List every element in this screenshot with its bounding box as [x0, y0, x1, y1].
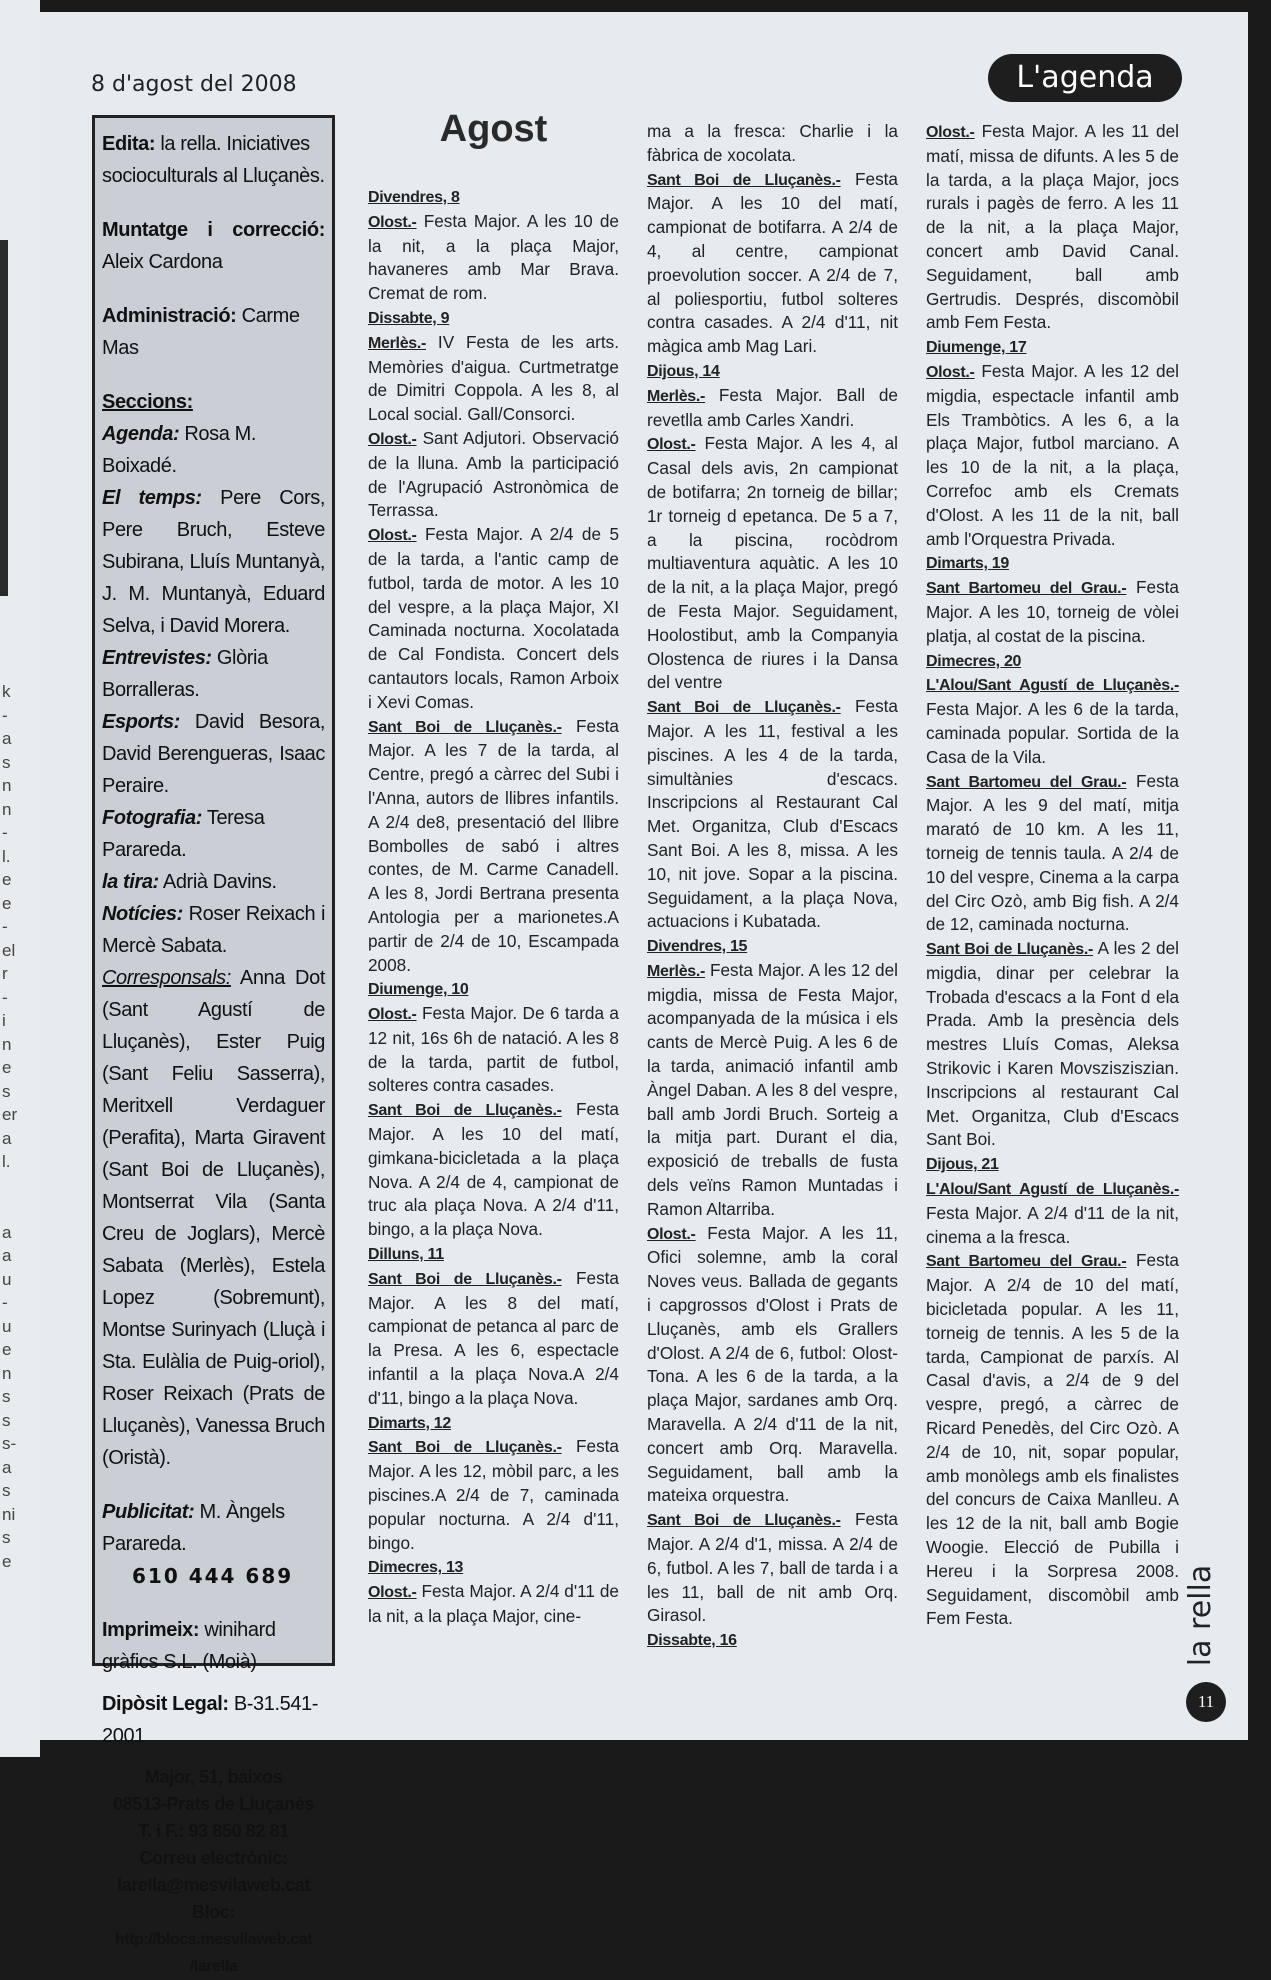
town-label: Olost.- [368, 527, 417, 545]
strip-fragment [2, 1174, 32, 1198]
entry-text: Festa Major. A les 7 de la tarda, al Centre, pregó a càrrec del Subi i l'Anna, autors de llibres infantils. A 2/4 de8, presentació del llibre Bombolles de sabó i altres contes, de M. Carme Canadell. A les 8, Jordi Bertrana presenta Antologia per a marionetes.A partir de 2/4 de 10, Escampada 2008. [368, 715, 619, 975]
strip-fragment: l. [2, 846, 11, 866]
strip-fragment: er [2, 1105, 18, 1124]
entry-text: Festa Major. A les 10 del matí, gimkana-bicicletada a la plaça Nova. A 2/4 de 4, campionat de truc ala plaça Nova. A 2/4 d'11, bingo, a la plaça Nova. [368, 1099, 619, 1240]
diposit-line: Dipòsit Legal: B-31.541-2001 [102, 1693, 319, 1747]
town-label: Sant Bartomeu del Grau.- [926, 773, 1127, 791]
blog-label: Bloc: [191, 1902, 235, 1922]
strip-fragment: e [2, 1058, 12, 1077]
agenda-entry [368, 715, 619, 978]
day-heading [368, 185, 619, 210]
entry-text: Festa Major. A les 10 del matí, campionat de botifarra. A 2/4 de 4, al centre, campionat proevolution soccer. A 2/4 de 7, al poliesportiu, futbol solteres contra casades. A 2/4 d'11, nit màgica amb Mag Lari. [647, 168, 898, 357]
town-label: Sant Boi de Lluçanès.- [368, 1439, 562, 1457]
day-label: Dimarts, 19 [926, 555, 1009, 573]
agenda-entry [368, 1580, 619, 1629]
town-label: Olost.- [368, 430, 417, 448]
agenda-entry [368, 1002, 619, 1098]
day-label: Diumenge, 17 [926, 339, 1027, 357]
strip-fragment: e [2, 1551, 12, 1571]
entry-text: Festa Major. A les 11, Ofici solemne, amb la coral Noves veus. Ballada de gegants i capgrossos d'Olost i Prats de Lluçanès, amb els Grallers d'Olost. A 2/4 de 6, futbol: Olost-Tona. A les 6 de la tarda, a la plaça Major, sardanes amb Orq. Maravella. A 2/4 d'11 de la nit, concert amb Orq. Maravella. Seguidament, ball amb la mateixa orquestra. [647, 1222, 898, 1506]
agenda-entry [368, 523, 619, 714]
temps-line: El temps: Pere Cors, Pere Bruch, Esteve Subirana, Lluís Muntanyà, J. M. Muntanyà, Eduard Selva, i David Morera. [102, 487, 325, 637]
entry-text: Festa Major. A les 10, torneig de vòlei platja, al costat de la piscina. [926, 577, 1179, 646]
agenda-entry [647, 432, 898, 695]
strip-fragment: s [2, 1410, 11, 1430]
entry-text: Festa Major. A 2/4 d'11 de la nit, a la plaça Major, cine- [368, 1581, 619, 1627]
town-label: Merlès.- [368, 334, 427, 352]
town-label: Merlès.- [647, 387, 706, 405]
phone-number: 610 444 689 [132, 1564, 294, 1588]
strip-fragment: - [2, 1293, 8, 1312]
entry-text: Festa Major. De 6 tarda a 12 nit, 16s 6h de natació. A les 8 de la tarda, partit de futbol, solteres contra casades. [368, 1003, 619, 1096]
strip-fragment: - [2, 823, 8, 842]
day-label: Dimecres, 20 [926, 652, 1022, 670]
town-label: Olost.- [368, 213, 417, 231]
day-heading [368, 1555, 619, 1580]
page-number: 11 [1186, 1682, 1226, 1722]
day-heading [926, 1152, 1179, 1177]
strip-fragment: a [2, 1128, 12, 1148]
administracio-line: Administració: Carme Mas [102, 305, 300, 359]
agenda-entry [926, 937, 1179, 1152]
noticies-line: Notícies: Roser Reixach i Mercè Sabata. [102, 903, 325, 957]
strip-fragment: n [2, 776, 12, 795]
town-label: Olost.- [926, 124, 975, 141]
day-heading [647, 359, 898, 384]
strip-fragment: s- [2, 1434, 17, 1453]
strip-fragment: ni [2, 1504, 16, 1524]
town-label: Olost.- [368, 1006, 417, 1024]
magazine-name-vertical: la rella [1183, 1564, 1219, 1667]
muntatge-line: Muntatge i correcció: Aleix Cardona [102, 219, 325, 273]
entry-text: Festa Major. A les 4, al Casal dels avis, 2n campionat de botifarra; 2n torneig de billar; 1r torneig d epetanca. De 5 a 7, a la piscina, rocòdrom multiaventura aquàtic. A les 10 de la nit, a la plaça Major, pregó de Festa Major. Seguidament, Hoolostibut, amb la Companyia Olostenca de riures i la Dansa del ventre [647, 433, 898, 693]
strip-fragment: l. [2, 1152, 11, 1171]
issue-date: 8 d'agost del 2008 [91, 72, 297, 97]
edita-line: Edita: la rella. Iniciatives socioculturals al Lluçanès. [102, 133, 325, 187]
agenda-entry [647, 168, 898, 359]
strip-fragment: a [2, 1222, 12, 1242]
entry-text: Festa Major. A les 12 del migdia, espectacle infantil amb Els Trambòtics. A les 6, a la plaça Major, futbol marciano. A les 10 de la nit, a la plaça, Correfoc amb els Cremats d'Olost. A les 11 de la nit, ball amb l'Orquestra Privada. [926, 360, 1179, 549]
section-title-badge: L'agenda [988, 54, 1182, 102]
agenda-entry [926, 576, 1179, 648]
address-line-1: Major, 51, baixos [144, 1767, 283, 1787]
agenda-entry [368, 427, 619, 523]
town-label: Sant Boi de Lluçanès.- [647, 1512, 841, 1530]
day-label: Dijous, 14 [647, 362, 720, 380]
agenda-entry [368, 1098, 619, 1242]
agenda-entry [647, 120, 898, 168]
day-label: Divendres, 15 [647, 938, 748, 956]
entry-text: Festa Major. A les 8 del matí, campionat de petanca al parc de la Presa. A les 6, espectacle infantil a la plaça Nova.A 2/4 d'11, bingo a la plaça Nova. [368, 1267, 619, 1408]
email-address: larella@mesvilaweb.cat [117, 1875, 310, 1895]
agenda-entry [926, 120, 1179, 335]
strip-fragment: u [2, 1269, 12, 1289]
agenda-column-2 [647, 120, 898, 1653]
agenda-entry [647, 695, 898, 934]
agenda-entry [926, 360, 1179, 551]
day-heading [368, 1411, 619, 1436]
esports-line: Esports: David Besora, David Berengueras, Isaac Peraire. [102, 711, 325, 797]
strip-fragment: e [2, 893, 12, 913]
strip-fragment: n [2, 1363, 12, 1383]
entry-text: Festa Major. A les 6 de la tarda, caminada popular. Sortida de la Casa de la Vila. [926, 699, 1179, 767]
fotografia-line: Fotografia: Teresa Parareda. [102, 807, 265, 861]
day-heading [926, 335, 1179, 360]
entry-text: Festa Major. A 2/4 d'1, missa. A 2/4 de 6, futbol. A les 7, ball de tarda i a les 11, ball de nit amb Orq. Girasol. [647, 1509, 898, 1626]
day-label: Dimarts, 12 [368, 1414, 451, 1432]
strip-fragment: s [2, 1387, 11, 1406]
agenda-entry [926, 1249, 1179, 1631]
strip-fragment: s [2, 1481, 11, 1500]
strip-fragment: r [2, 964, 8, 983]
strip-fragment: el [2, 940, 16, 960]
strip-fragment: u [2, 1316, 12, 1336]
imprimeix-line: Imprimeix: winihard gràfics S.L. (Moià) [102, 1619, 276, 1673]
entry-text: IV Festa de les arts. Memòries d'aigua. Curtmetratge de Dimitri Coppola. A les 8, al Local social. Gall/Consorci. [368, 331, 619, 425]
day-label: Diumenge, 10 [368, 981, 469, 999]
address-line-2: 08513-Prats de Lluçanès [113, 1794, 314, 1814]
town-label: Sant Boi de Lluçanès.- [926, 941, 1094, 959]
day-heading [368, 1242, 619, 1267]
strip-fragment: n [2, 799, 12, 819]
blog-url-2: /larella [189, 1958, 238, 1975]
agenda-column-3 [926, 120, 1179, 1631]
town-label: Sant Boi de Lluçanès.- [368, 1270, 562, 1288]
town-label: Sant Boi de Lluçanès.- [647, 171, 841, 189]
magazine-page [40, 12, 1248, 1975]
agenda-entry [926, 770, 1179, 938]
entry-text: A les 2 del migdia, dinar per celebrar la Trobada d'escacs a la Font d ela Prada. Amb la presència dels mestres Lluís Comas, Aleksa Strikovic i Karen Movszisziszian. Inscripcions al restaurant Cal Met. Organitza, Club d'Escacs Sant Boi. [926, 938, 1179, 1150]
day-heading [647, 934, 898, 959]
entry-text: Festa Major. A les 12 del migdia, missa de Festa Major, acompanyada de la música i els cants de Mercè Puig. A les 6 de la tarda, animació infantil amb Àngel Daban. A les 8 del vespre, ball amb Jordi Bruch. Sorteig a la mitja part. Durant el dia, exposició de treballs de fusta dels veïns Ramon Muntadas i Ramon Altarriba. [647, 959, 898, 1219]
strip-fragment: n [2, 1034, 12, 1054]
agenda-entry [368, 331, 619, 427]
strip-fragment: e [2, 870, 12, 889]
town-label: Olost.- [647, 1225, 696, 1243]
agenda-column-1 [368, 185, 619, 1629]
entry-text: Festa Major. A les 11, festival a les piscines. A les 4 de la tarda, simultànies d'escacs. Inscripcions al Restaurant Cal Met. Organitza, Club d'Escacs Sant Boi. A les 8, missa. A les 10, nit jove. Sopar a la piscina. Seguidament, a la plaça Nova, actuacions i Kubatada. [647, 696, 898, 932]
day-heading [926, 551, 1179, 576]
day-heading [647, 1628, 898, 1653]
day-label: Dijous, 21 [926, 1156, 999, 1174]
agenda-entry [926, 673, 1179, 769]
town-label: L'Alou/Sant Agustí de Lluçanès.- [926, 677, 1179, 695]
town-label: Olost.- [926, 363, 975, 381]
entry-text: ma a la fresca: Charlie i la fàbrica de xocolata. [647, 121, 898, 165]
agenda-entry [647, 1222, 898, 1509]
town-label: Sant Bartomeu del Grau.- [926, 1253, 1127, 1271]
town-label: Olost.- [647, 436, 696, 454]
corresponsals-line: Corresponsals: Anna Dot (Sant Agustí de Lluçanès), Ester Puig (Sant Feliu Sasserra), Meritxell Verdaguer (Perafita), Marta Giravent (Sant Boi de Lluçanès), Montserrat Vila (Santa Creu de Joglars), Mercè Sabata (Merlès), Estela Lopez (Sobremunt), Montse Surinyach (Lluçà i Sta. Eulàlia de Puig-oriol), Roser Reixach (Prats de Lluçanès), Vanessa Bruch (Oristà). [102, 967, 325, 1469]
month-heading: Agost [439, 108, 548, 150]
telephone-fax: T. i F.: 93 850 82 81 [138, 1821, 289, 1841]
strip-fragment: s [2, 1528, 11, 1547]
tira-line: la tira: Adrià Davins. [102, 871, 277, 893]
strip-fragment: a [2, 1457, 12, 1477]
day-heading [926, 649, 1179, 674]
strip-fragment: - [2, 987, 8, 1007]
agenda-entry [368, 1267, 619, 1411]
entry-text: Festa Major. A les 9 del matí, mitja marató de 10 km. A les 11, torneig de tennis taula. A 2/4 de 10 del vespre, Cinema a la carpa del Circ Ozò, amb Big fish. A 2/4 de 12, caminada nocturna. [926, 770, 1179, 935]
day-label: Dimecres, 13 [368, 1559, 464, 1577]
day-label: Divendres, 8 [368, 189, 460, 206]
agenda-entry [926, 1177, 1179, 1249]
day-heading [368, 977, 619, 1002]
publicitat-line: Publicitat: M. Àngels Parareda. [102, 1501, 285, 1555]
credits-box [92, 115, 335, 1975]
strip-fragment: s [2, 1081, 11, 1101]
strip-fragment: s [2, 752, 11, 772]
strip-fragment: k [2, 682, 11, 701]
town-label: Sant Boi de Lluçanès.- [368, 1102, 562, 1120]
strip-fragment: - [2, 705, 8, 725]
town-label: L'Alou/Sant Agustí de Lluçanès.- [926, 1181, 1179, 1199]
agenda-entry [647, 959, 898, 1222]
strip-fragment: a [2, 729, 12, 748]
day-label: Dissabte, 9 [368, 309, 450, 327]
town-label: Sant Bartomeu del Grau.- [926, 580, 1127, 598]
entry-text: Sant Adjutori. Observació de la lluna. Amb la participació de l'Agrupació Astronòmica de Terrassa. [368, 427, 619, 521]
town-label: Sant Boi de Lluçanès.- [647, 699, 841, 717]
entry-text: Festa Major. A 2/4 de 5 de la tarda, a l'antic camp de futbol, tarda de motor. A les 10 del vespre, a la plaça Major, XI Caminada nocturna. Xocolatada de Cal Fondista. Concert dels cantautors locals, Ramon Arboix i Xevi Comas. [368, 524, 619, 712]
town-label: Sant Boi de Lluçanès.- [368, 718, 562, 736]
previous-page-edge [0, 0, 40, 1757]
day-label: Dilluns, 11 [368, 1246, 444, 1264]
town-label: Merlès.- [647, 962, 706, 980]
entry-text: Festa Major. A 2/4 d'11 de la nit, cinema a la fresca. [926, 1202, 1179, 1247]
entry-text: Festa Major. A 2/4 de 10 del matí, bicicletada popular. A les 11, torneig de tennis. A les 5 de la tarda, Campionat de parxís. Al Casal d'avis, a 2/4 de 9 del vespre, pregó, a càrrec de Ricard Penedès, del Circ Ozò. A 2/4 de 10, nit, sopar popular, amb monòlegs amb els finalistes del concurs de Caixa Manlleu. A les 12 de la nit, ball amb Bogie Woogie. Elecció de Pubilla i Hereu i la Sorpresa 2008. Seguidament, discomòbil amb Fem Festa. [926, 1250, 1179, 1629]
previous-page-text [2, 680, 32, 1573]
strip-fragment: i [2, 1011, 6, 1030]
entry-text: Festa Major. A les 11 del matí, missa de difunts. A les 5 de la tarda, a la plaça Major, jocs rurals i pagès de ferro. A les 11 de la nit, a la plaça Major, concert amb David Canal. Seguidament, ball amb Gertrudis. Després, discomòbil amb Fem Festa. [926, 121, 1179, 333]
day-label: Dissabte, 16 [647, 1632, 737, 1650]
agenda-entry [647, 1508, 898, 1628]
day-heading [368, 306, 619, 331]
page-shadow [0, 240, 8, 596]
email-label: Correu electrònic: [139, 1848, 288, 1868]
entry-text: Festa Major. A les 10 de la nit, a la plaça Major, havaneres amb Mar Brava. Cremat de rom. [368, 210, 619, 304]
agenda-entry [647, 384, 898, 433]
town-label: Olost.- [368, 1584, 417, 1602]
blog-url-1: http://blocs.mesvilaweb.cat [114, 1931, 313, 1948]
entry-text: Festa Major. A les 12, mòbil parc, a les piscines.A 2/4 de 7, caminada popular nocturna. A 2/4 d'11, bingo. [368, 1436, 619, 1553]
agenda-entry [368, 1435, 619, 1555]
strip-fragment: a [2, 1246, 12, 1265]
seccions-heading: Seccions: [102, 391, 193, 413]
agenda-entry [368, 210, 619, 306]
strip-fragment: e [2, 1340, 12, 1359]
agenda-line: Agenda: Rosa M. Boixadé. [102, 423, 257, 477]
entrevistes-line: Entrevistes: Glòria Borralleras. [102, 647, 268, 701]
strip-fragment [2, 1197, 32, 1221]
entry-text: Festa Major. Ball de revetlla amb Carles Xandri. [647, 384, 898, 430]
strip-fragment: - [2, 917, 8, 936]
